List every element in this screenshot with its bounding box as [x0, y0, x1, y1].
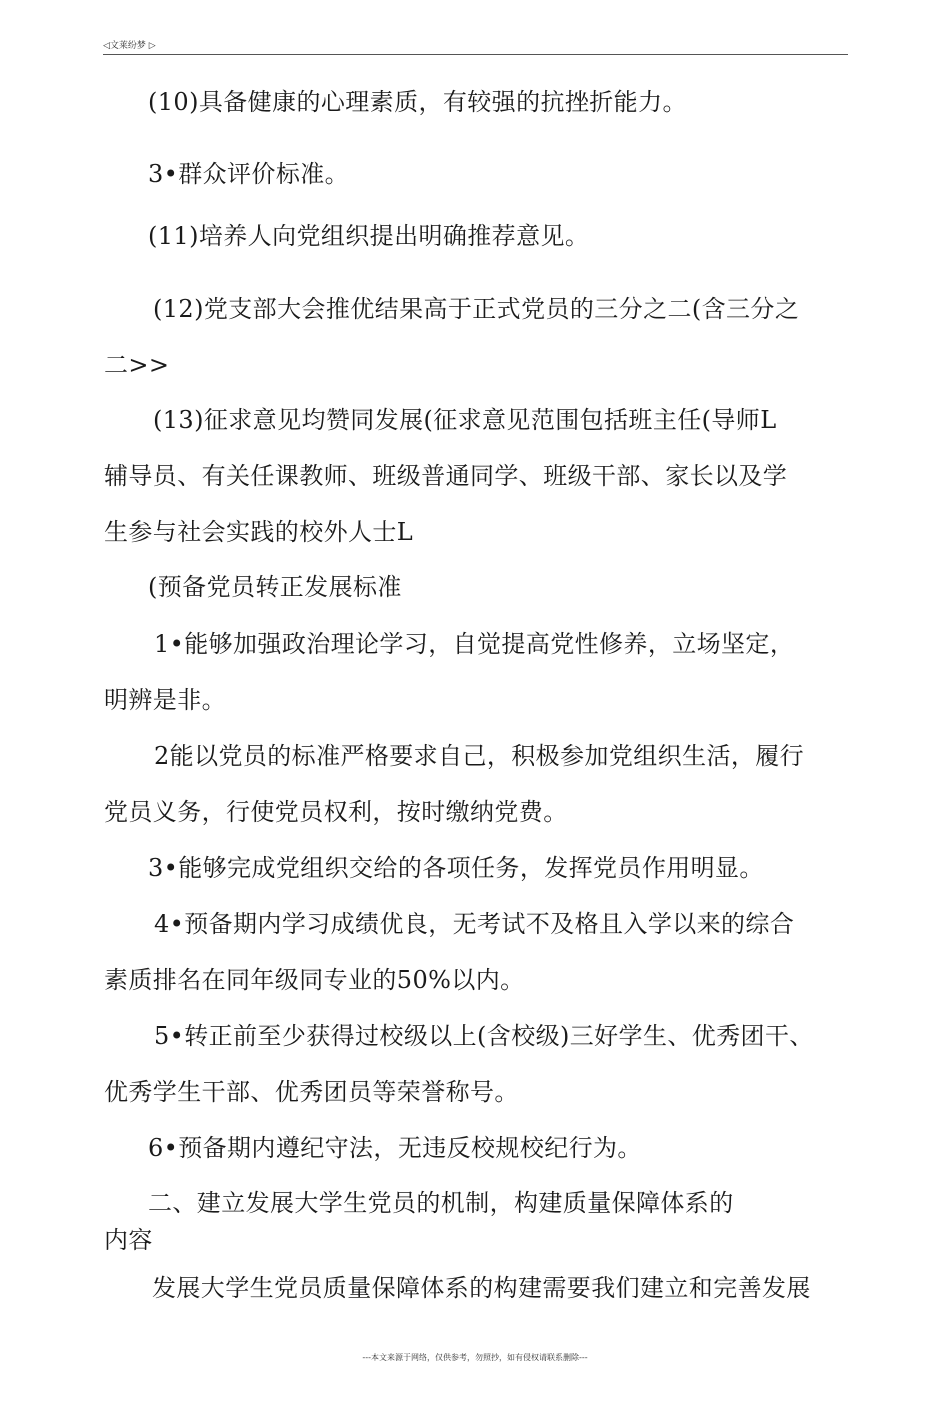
text-line-1: (10)具备健康的心理素质，有较强的抗挫折能力。	[148, 88, 687, 116]
text-line-21: 内容	[104, 1226, 153, 1254]
text-line-9: (预备党员转正发展标准	[148, 573, 402, 601]
text-line-11: 明辨是非。	[104, 686, 226, 714]
text-line-2: 3•群众评价标准。	[148, 160, 350, 188]
text-line-22: 发展大学生党员质量保障体系的构建需要我们建立和完善发展	[152, 1274, 811, 1302]
text-line-3: (11)培养人向党组织提出明确推荐意见。	[148, 222, 590, 250]
text-line-10: 1•能够加强政治理论学习，自觉提高党性修养，立场坚定，	[154, 630, 795, 658]
text-line-17: 5•转正前至少获得过校级以上(含校级)三好学生、优秀团干、	[154, 1022, 814, 1050]
text-line-14: 3•能够完成党组织交给的各项任务，发挥党员作用明显。	[148, 854, 764, 882]
text-line-12: 2能以党员的标准严格要求自己，积极参加党组织生活，履行	[154, 742, 805, 770]
text-line-4: (12)党支部大会推优结果高于正式党员的三分之二(含三分之	[153, 295, 800, 323]
text-line-20: 二、建立发展大学生党员的机制，构建质量保障体系的	[148, 1189, 734, 1217]
page-footer: ---本文来源于网络，仅供参考，勿照抄，如有侵权请联系删除---	[362, 1353, 588, 1362]
text-line-7: 辅导员、有关任课教师、班级普通同学、班级干部、家长以及学	[104, 462, 788, 490]
page-header: ◁文莱纷梦 ▷	[103, 41, 156, 51]
text-line-6: (13)征求意见均赞同发展(征求意见范围包括班主任(导师L	[153, 406, 777, 434]
text-line-15: 4•预备期内学习成绩优良，无考试不及格且入学以来的综合	[154, 910, 795, 938]
text-line-16: 素质排名在同年级同专业的50%以内。	[104, 966, 525, 994]
text-line-8: 生参与社会实践的校外人士L	[104, 518, 414, 546]
text-line-13: 党员义务，行使党员权利，按时缴纳党费。	[104, 798, 568, 826]
text-line-18: 优秀学生干部、优秀团员等荣誉称号。	[104, 1078, 519, 1106]
text-line-19: 6•预备期内遵纪守法，无违反校规校纪行为。	[148, 1134, 642, 1162]
text-line-5: 二>>	[104, 351, 170, 379]
header-divider	[103, 54, 848, 55]
